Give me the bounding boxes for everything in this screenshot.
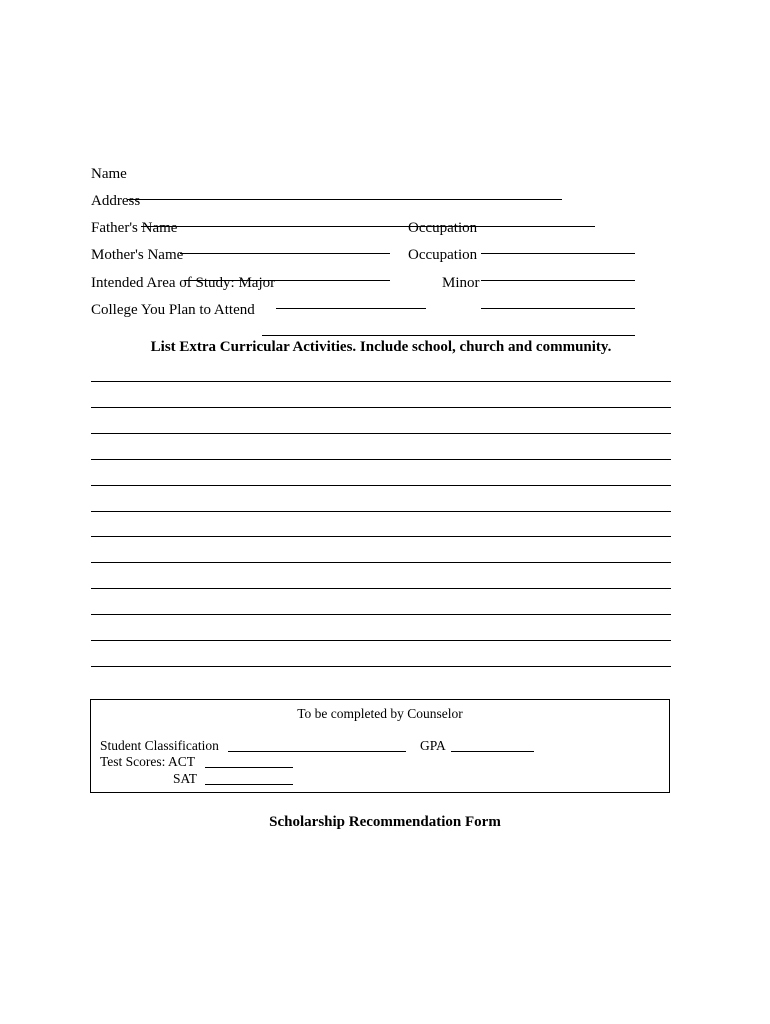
- activity-line[interactable]: [91, 536, 671, 537]
- college-row: [91, 300, 651, 320]
- gpa-label: GPA: [420, 738, 446, 753]
- study-row: [91, 273, 651, 293]
- mothers-name-label: Mother's Name: [91, 247, 184, 263]
- fathers-name-label: Father's Name: [91, 220, 178, 236]
- activity-line[interactable]: [91, 433, 671, 434]
- fathers-row: [91, 218, 651, 238]
- gpa-field[interactable]: [451, 751, 534, 752]
- activity-line[interactable]: [91, 459, 671, 460]
- classification-label: Student Classification: [100, 738, 219, 753]
- address-row: [91, 191, 601, 211]
- sat-label: SAT: [173, 771, 198, 786]
- activities-heading: List Extra Curricular Activities. Include school, church and community.: [150, 339, 612, 355]
- form-title: Scholarship Recommendation Form: [269, 814, 501, 830]
- counselor-box-title: To be completed by Counselor: [297, 706, 463, 721]
- act-label: Test Scores: ACT: [100, 754, 196, 769]
- classification-field[interactable]: [228, 751, 406, 752]
- activity-line[interactable]: [91, 381, 671, 382]
- activity-line[interactable]: [91, 407, 671, 408]
- act-field[interactable]: [205, 767, 293, 768]
- fathers-occupation-label: Occupation: [408, 220, 478, 236]
- major-label: Intended Area of Study: Major: [91, 275, 276, 291]
- mothers-row: [91, 245, 651, 265]
- activity-line[interactable]: [91, 485, 671, 486]
- activity-line[interactable]: [91, 588, 671, 589]
- sat-field[interactable]: [205, 784, 293, 785]
- name-row: [91, 164, 571, 184]
- address-label: Address: [91, 193, 141, 209]
- name-label: Name: [91, 166, 127, 182]
- activity-line[interactable]: [91, 614, 671, 615]
- activity-line[interactable]: [91, 640, 671, 641]
- activity-line[interactable]: [91, 666, 671, 667]
- activity-line[interactable]: [91, 562, 671, 563]
- counselor-box: [90, 699, 670, 793]
- mothers-occupation-label: Occupation: [408, 247, 478, 263]
- college-field[interactable]: [262, 315, 635, 336]
- college-label: College You Plan to Attend: [91, 302, 255, 318]
- activity-line[interactable]: [91, 511, 671, 512]
- minor-label: Minor: [442, 275, 480, 291]
